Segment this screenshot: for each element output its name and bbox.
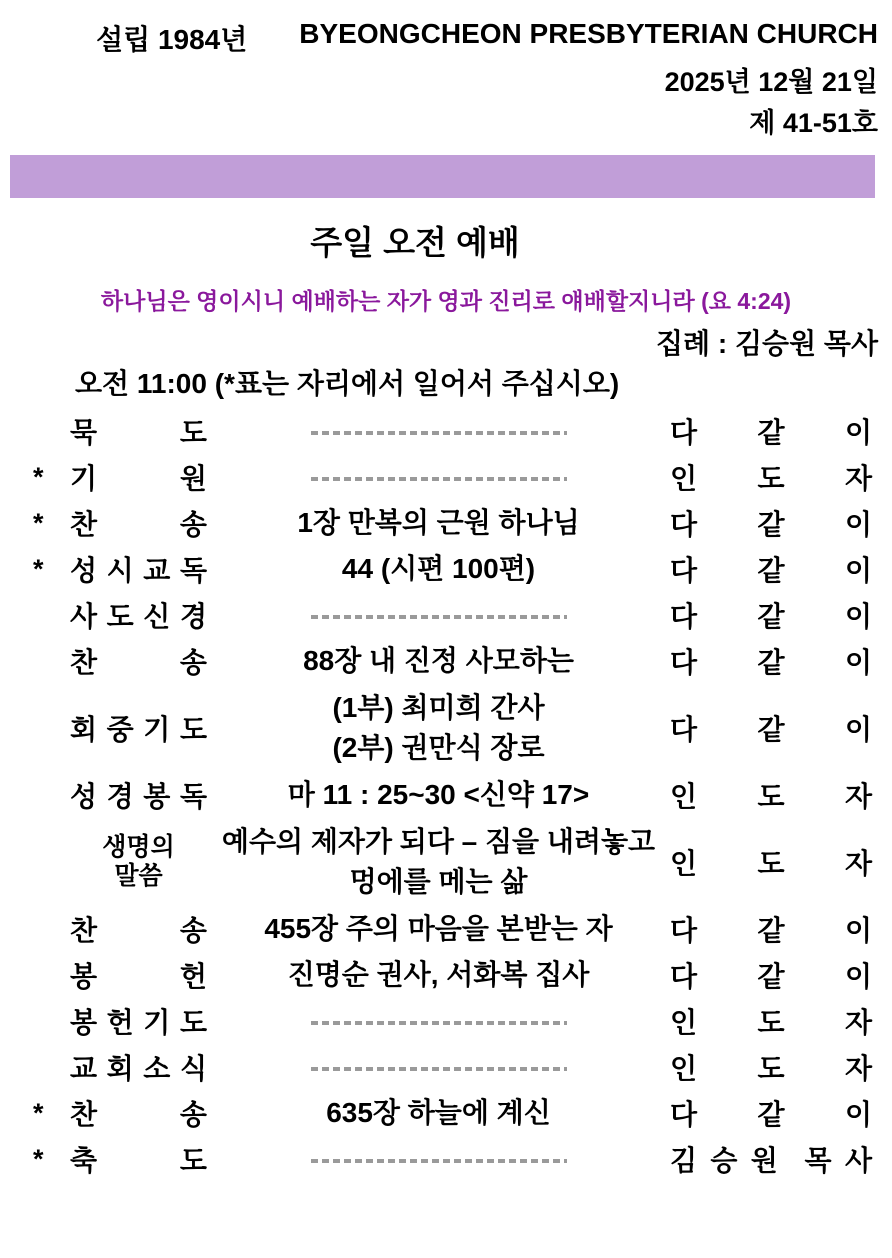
order-item-label: 사 도 신 경 — [70, 601, 207, 632]
service-time-note: 오전 11:00 (*표는 자리에서 일어서 주십시오) — [75, 368, 620, 399]
order-row — [0, 592, 892, 638]
order-item-label: 봉 헌 기 도 — [70, 1007, 207, 1038]
order-row — [0, 500, 892, 546]
order-item-label: 회 중 기 도 — [70, 714, 207, 745]
order-item-content — [207, 595, 670, 635]
order-item-content-line: 예수의 제자가 되다 – 짐을 내려놓고 — [221, 826, 656, 857]
order-row — [0, 818, 892, 906]
order-row — [0, 952, 892, 998]
order-item-label: 찬 송 — [70, 915, 207, 946]
order-item-label-line: 생명의 — [102, 833, 175, 861]
dash-separator — [311, 1159, 567, 1163]
service-title: 주일 오전 예배 — [310, 224, 520, 261]
order-item-leader: 다 같 이 — [670, 417, 872, 448]
order-item-content — [207, 1139, 670, 1179]
order-row — [0, 1090, 892, 1136]
order-item-content — [207, 411, 670, 451]
order-item-leader: 다 같 이 — [670, 555, 872, 586]
header-line-top — [0, 18, 878, 58]
order-item-content-line: 멍에를 메는 삶 — [349, 866, 528, 897]
order-item-content: 455장 주의 마음을 본받는 자 — [264, 913, 613, 944]
order-item-leader: 김 승 원 목 사 — [670, 1145, 872, 1176]
stand-asterisk: * — [33, 507, 44, 538]
order-item-content — [207, 688, 670, 768]
order-item-label — [70, 833, 207, 891]
officiant-line: 집례 : 김승원 목사 — [656, 328, 878, 359]
order-item-leader: 인 도 자 — [670, 1053, 872, 1084]
order-item-label: 찬 송 — [70, 647, 207, 678]
order-row — [0, 684, 892, 772]
founded-year: 설립 1984년 — [96, 24, 248, 55]
order-item-leader: 다 같 이 — [670, 1099, 872, 1130]
order-item-content: 1장 만복의 근원 하나님 — [297, 507, 580, 538]
order-item-label: 교 회 소 식 — [70, 1053, 207, 1084]
order-item-content — [207, 822, 670, 902]
stand-asterisk: * — [33, 553, 44, 584]
order-item-content — [207, 1001, 670, 1041]
order-row — [0, 454, 892, 500]
order-item-label: 찬 송 — [70, 509, 207, 540]
order-row — [0, 906, 892, 952]
order-item-content: 마 11 : 25~30 <신약 17> — [287, 779, 590, 810]
bulletin-date: 2025년 12월 21일 — [664, 67, 878, 97]
dash-separator — [311, 431, 567, 435]
dash-separator — [311, 477, 567, 481]
order-row — [0, 1136, 892, 1182]
order-row — [0, 546, 892, 592]
stand-asterisk: * — [33, 1143, 44, 1174]
scripture-verse: 하나님은 영이시니 예배하는 자가 영과 진리로 얘배할지니라 (요 4:24) — [100, 288, 792, 314]
order-row — [0, 638, 892, 684]
order-item-label: 찬 송 — [70, 1099, 207, 1130]
order-item-leader: 다 같 이 — [670, 915, 872, 946]
order-item-leader: 다 같 이 — [670, 601, 872, 632]
order-item-leader: 다 같 이 — [670, 647, 872, 678]
order-item-leader: 인 도 자 — [670, 1007, 872, 1038]
order-item-label: 성 시 교 독 — [70, 555, 207, 586]
order-item-content: 44 (시편 100편) — [341, 553, 536, 584]
order-item-leader: 다 같 이 — [670, 714, 872, 745]
order-of-worship-list — [0, 408, 892, 1182]
order-item-leader: 다 같 이 — [670, 961, 872, 992]
order-row — [0, 408, 892, 454]
order-item-label: 기 원 — [70, 463, 207, 494]
order-row — [0, 998, 892, 1044]
church-name: BYEONGCHEON PRESBYTERIAN CHURCH — [299, 18, 878, 49]
order-item-content-line: (1부) 최미희 간사 — [332, 692, 545, 723]
order-item-content — [207, 457, 670, 497]
order-item-label: 축 도 — [70, 1145, 207, 1176]
dash-separator — [311, 1021, 567, 1025]
issue-number: 제 41-51호 — [749, 108, 878, 138]
order-item-label: 봉 헌 — [70, 961, 207, 992]
order-item-label-line: 말씀 — [114, 862, 163, 890]
order-item-label: 묵 도 — [70, 417, 207, 448]
purple-banner — [10, 155, 875, 198]
stand-asterisk: * — [33, 461, 44, 492]
order-row — [0, 1044, 892, 1090]
stand-asterisk: * — [33, 1097, 44, 1128]
order-item-content: 진명순 권사, 서화복 집사 — [287, 959, 590, 990]
order-row — [0, 772, 892, 818]
order-item-leader: 인 도 자 — [670, 781, 872, 812]
order-item-content — [207, 1047, 670, 1087]
order-item-content-line: (2부) 권만식 장로 — [332, 732, 545, 763]
dash-separator — [311, 615, 567, 619]
order-item-leader: 인 도 자 — [670, 463, 872, 494]
order-item-leader: 인 도 자 — [670, 848, 872, 879]
order-item-content: 635장 하늘에 계신 — [326, 1097, 551, 1128]
order-item-leader: 다 같 이 — [670, 509, 872, 540]
order-item-content: 88장 내 진정 사모하는 — [303, 645, 574, 676]
dash-separator — [311, 1067, 567, 1071]
order-item-label: 성 경 봉 독 — [70, 781, 207, 812]
